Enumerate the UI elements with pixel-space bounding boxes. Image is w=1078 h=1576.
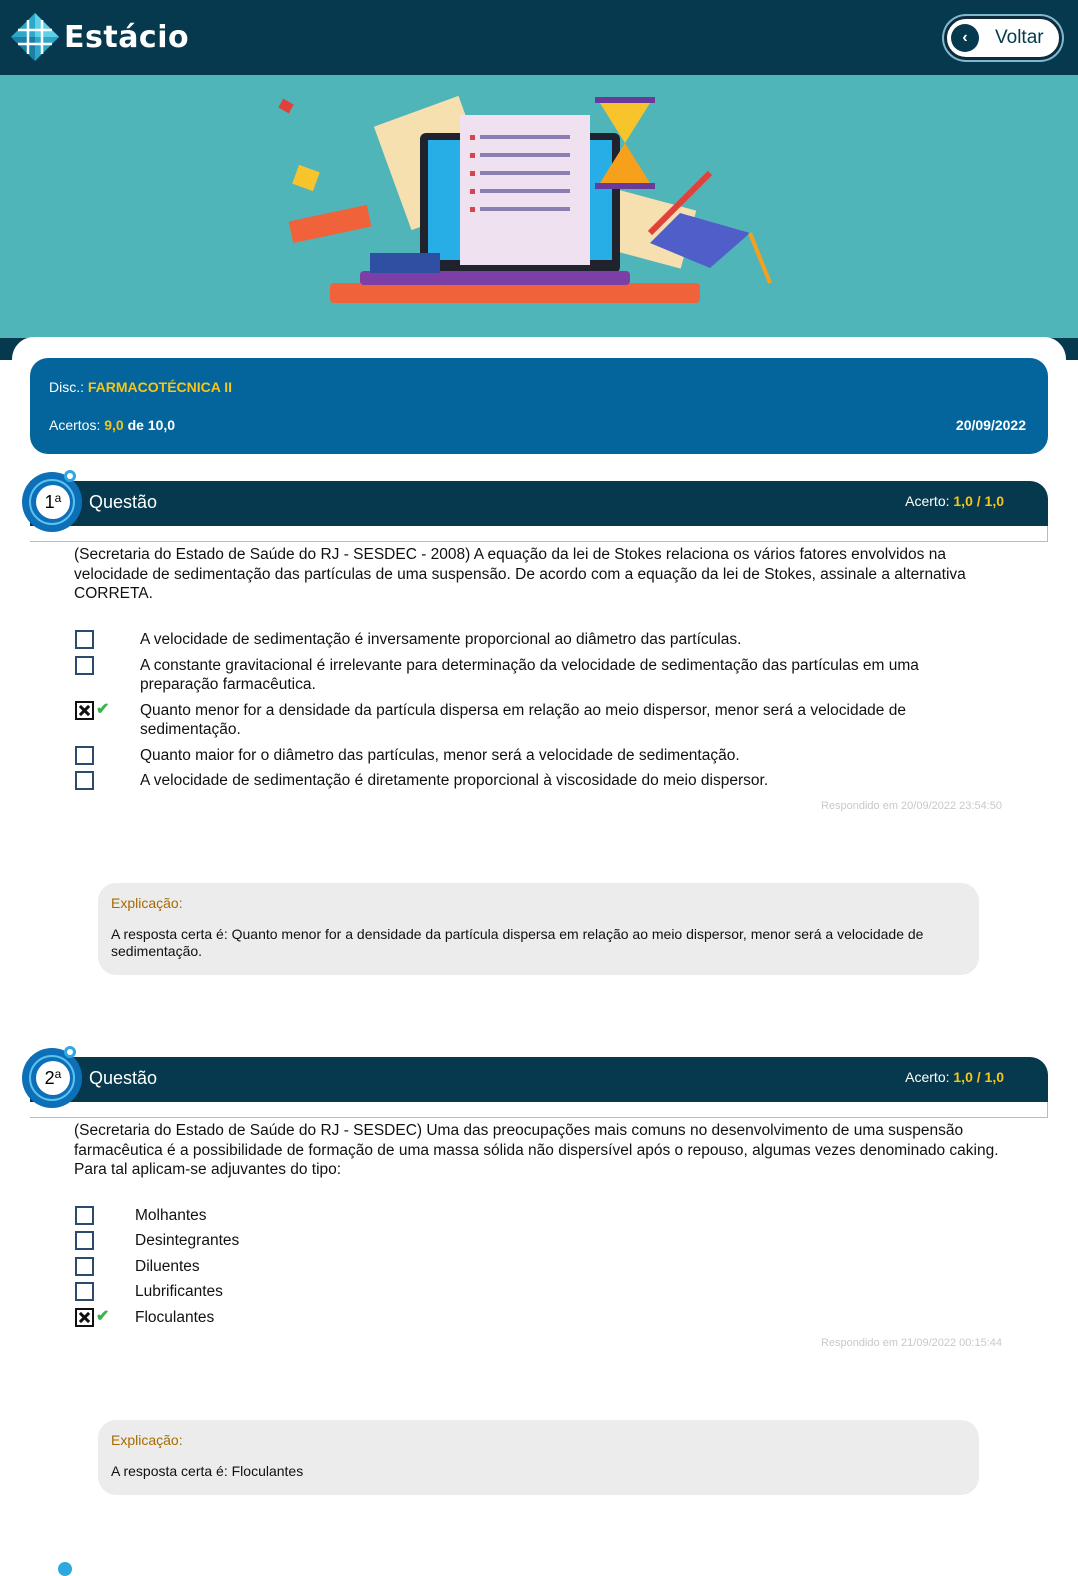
hero-banner <box>0 75 1078 360</box>
question-score-value: 1,0 <box>953 1069 973 1085</box>
question-header-2 <box>30 1057 1048 1102</box>
question-score-max: 1,0 <box>984 493 1004 509</box>
question-header-1 <box>30 481 1048 526</box>
correct-check-icon: ✔ <box>96 1308 110 1325</box>
question-score <box>905 493 1004 509</box>
next-question-badge-icon <box>58 1562 72 1576</box>
diamond-logo-icon <box>10 12 60 62</box>
explanation-box <box>98 1420 979 1495</box>
question-score-separator: / <box>972 493 985 509</box>
brand-name: Estácio <box>64 19 190 55</box>
question-score-value: 1,0 <box>953 493 973 509</box>
checkbox[interactable] <box>75 656 94 675</box>
option-label: Floculantes <box>135 1309 215 1326</box>
question-number-badge-1 <box>16 466 88 538</box>
question-number-badge-2 <box>16 1042 88 1114</box>
option-label: Lubrificantes <box>135 1283 223 1300</box>
checkbox[interactable] <box>75 746 94 765</box>
score-line <box>49 417 175 433</box>
question-text: (Secretaria do Estado de Saúde do RJ - SESDEC - 2008) A equação da lei de Stokes relaciona os vários fatores envolvidos na velocidade de sedimentação das partículas de uma suspensão. De acordo com a equação da lei de Stokes, assinale a alternativa CORRETA. <box>74 546 966 602</box>
top-bar <box>0 0 1078 75</box>
score-value: 9,0 <box>104 417 124 433</box>
checkbox[interactable] <box>75 630 94 649</box>
exam-date: 20/09/2022 <box>955 417 1026 433</box>
question-number: 1 $^a$ <box>36 485 70 519</box>
checked-checkbox[interactable] <box>75 701 94 720</box>
answered-timestamp: Respondido em 21/09/2022 00:15:44 <box>820 1337 1002 1349</box>
question-title: Questão <box>89 1068 158 1088</box>
option-label: Quanto menor for a densidade da partícula dispersa em relação ao meio dispersor, menor será a velocidade de sedimentação. <box>140 702 906 738</box>
checkbox[interactable] <box>75 1206 94 1225</box>
question-score-max: 1,0 <box>984 1069 1004 1085</box>
question-header-underline <box>30 1102 1048 1118</box>
back-button[interactable] <box>944 16 1062 60</box>
correct-check-icon: ✔ <box>96 701 110 718</box>
explanation-title: Explicação: <box>111 895 183 911</box>
question-title: Questão <box>89 492 158 512</box>
chevron-left-icon: ‹ <box>951 24 979 52</box>
question-number: 2 $^a$ <box>36 1061 70 1095</box>
question-score-separator: / <box>972 1069 985 1085</box>
discipline-summary <box>30 358 1048 454</box>
estacio-logo[interactable] <box>10 12 189 62</box>
score-total: de 10,0 <box>127 417 176 433</box>
discipline-name: FARMACOTÉCNICA II <box>87 379 233 395</box>
score-label: Acertos: <box>49 417 101 433</box>
option-label: Molhantes <box>135 1207 207 1224</box>
exam-illustration <box>270 93 800 323</box>
option-label: Desintegrantes <box>135 1232 240 1249</box>
option-label: A velocidade de sedimentação é diretamente proporcional à viscosidade do meio dispersor. <box>140 772 769 789</box>
checked-checkbox[interactable] <box>75 1308 94 1327</box>
question-score <box>905 1069 1004 1085</box>
question-score-label: Acerto: <box>905 1069 950 1085</box>
checkbox[interactable] <box>75 771 94 790</box>
checkbox[interactable] <box>75 1282 94 1301</box>
checkbox[interactable] <box>75 1231 94 1250</box>
option-label: Quanto maior for o diâmetro das partículas, menor será a velocidade de sedimentação. <box>140 747 740 764</box>
question-text: (Secretaria do Estado de Saúde do RJ - SESDEC) Uma das preocupações mais comuns no desenvolvimento de uma suspensão farmacêutica é a possibilidade de formação de uma massa sólida não dispersível após o repouso, algumas vezes denominado caking. Para tal aplicam-se adjuvantes do tipo: <box>74 1122 999 1178</box>
checkbox[interactable] <box>75 1257 94 1276</box>
option-label: A velocidade de sedimentação é inversamente proporcional ao diâmetro das partículas. <box>140 631 742 648</box>
option-label: Diluentes <box>135 1258 200 1275</box>
option-label: A constante gravitacional é irrelevante para determinação da velocidade de sedimentação das partículas em uma preparação farmacêutica. <box>140 657 919 693</box>
back-button-label: Voltar <box>995 27 1044 48</box>
discipline-line <box>49 379 232 395</box>
explanation-text: A resposta certa é: Floculantes <box>111 1463 304 1479</box>
answered-timestamp: Respondido em 20/09/2022 23:54:50 <box>820 800 1002 812</box>
question-header-underline <box>30 526 1048 542</box>
discipline-label: Disc.: <box>49 379 84 395</box>
explanation-text: A resposta certa é: Quanto menor for a densidade da partícula dispersa em relação ao meio dispersor, menor será a velocidade de sedimentação. <box>111 926 924 959</box>
explanation-title: Explicação: <box>111 1432 183 1448</box>
explanation-box <box>98 883 979 975</box>
question-score-label: Acerto: <box>905 493 950 509</box>
